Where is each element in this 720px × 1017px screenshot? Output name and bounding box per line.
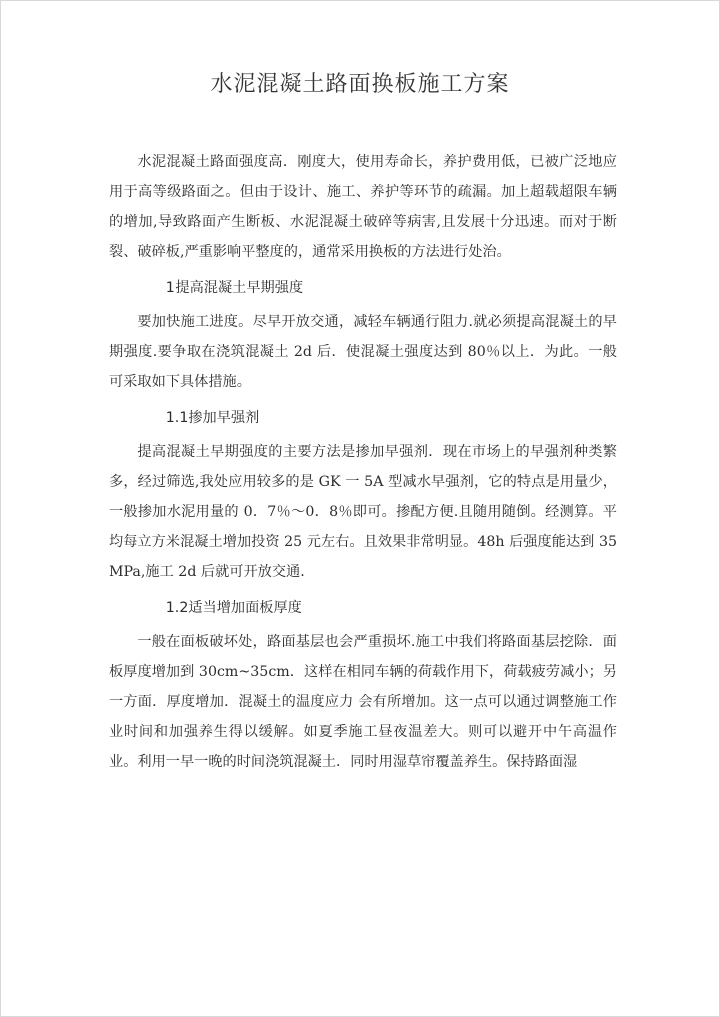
section-paragraph: 一般在面板破坏处，路面基层也会严重损坏.施工中我们将路面基层挖除．面板厚度增加到 30cm~35cm．这样在相同车辆的荷载作用下，荷载疲劳减小；另一方面．厚度增加．混凝土的温度应力 会有所增加。这一点可以通过调整施工作业时间和加强养生得以缓解。如夏季施工昼夜温差大。则可以避开中午高温作业。利用一早一晚的时间浇筑混凝土．同时用湿草帘覆盖养生。保持路面湿: [109, 634, 617, 770]
section-heading: [109, 593, 617, 623]
section-heading: [109, 273, 617, 303]
section-number: 1.1: [165, 410, 189, 426]
section-heading: [109, 403, 617, 433]
section-number: 1: [165, 280, 175, 296]
document-title: 水泥混凝土路面换板施工方案: [210, 72, 510, 97]
section-heading-text: 适当增加面板厚度: [188, 600, 302, 616]
section-heading-text: 掺加早强剂: [188, 410, 260, 426]
section-paragraph: 提高混凝土早期强度的主要方法是掺加早强剂．现在市场上的早强剂种类繁多，经过筛选,我处应用较多的是 GK 一 5A 型减水早强剂，它的特点是用量少，一般掺加水泥用量的 0．7％～0．8％即可。掺配方便.且随用随倒。经测算。平均每立方米混凝土增加投资 25 元左右。且效果非常明显。48h 后强度能达到 35MPa,施工 2d 后就可开放交通.: [109, 444, 617, 580]
section-paragraph: 要加快施工进度。尽早开放交通，减轻车辆通行阻力.就必须提高混凝土的早期强度.要争取在浇筑混凝土 2d 后．使混凝土强度达到 80％以上．为此。一般可采取如下具体措施。: [109, 314, 617, 390]
section-heading-text: 提高混凝土早期强度: [175, 280, 304, 296]
document-body: [109, 147, 617, 777]
intro-paragraph: 水泥混凝土路面强度高．刚度大，使用寿命长，养护费用低，已被广泛地应用于高等级路面之。但由于设计、施工、养护等环节的疏漏。加上超载超限车辆的增加,导致路面产生断板、水泥混凝土破碎等病害,且发展十分迅速。而对于断裂、破碎板,严重影响平整度的，通常采用换板的方法进行处治。: [109, 154, 617, 260]
section-number: 1.2: [165, 600, 189, 616]
